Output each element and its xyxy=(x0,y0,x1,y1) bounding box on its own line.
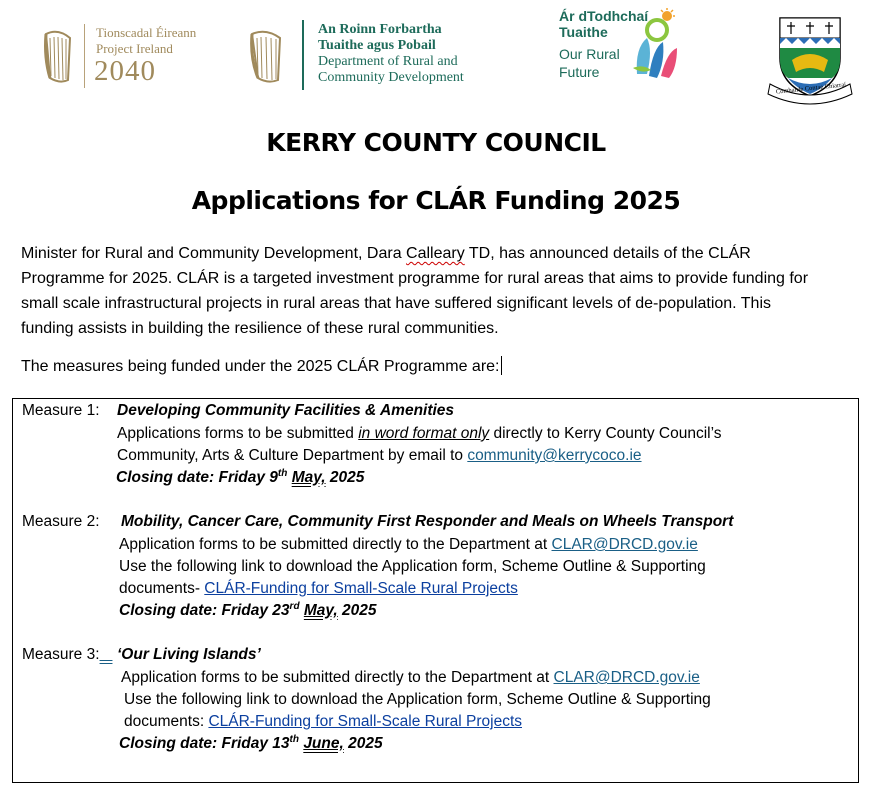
kerry-crest-logo xyxy=(766,14,854,111)
intro-line: small scale infrastructural projects in rural areas that have suffered significant levels of de-population. This xyxy=(21,295,772,312)
intro-paragraph xyxy=(21,241,861,341)
closing-date: Closing date: Friday 9th May, 2025 xyxy=(116,467,365,486)
measure-text: Application forms to be submitted directly to the Department at CLAR@DRCD.gov.ie xyxy=(121,669,700,686)
measure-label: Measure 1: xyxy=(22,402,100,419)
text-cursor xyxy=(501,356,502,375)
measure-title: Developing Community Facilities & Amenities xyxy=(117,402,455,419)
logo-text: Project Ireland xyxy=(96,41,173,56)
measures-intro: The measures being funded under the 2025 CLÁR Programme are: xyxy=(21,358,500,375)
intro-line: Programme for 2025. CLÁR is a targeted investment programme for rural areas that aims to provide funding for xyxy=(21,270,809,287)
harp-icon xyxy=(40,28,76,86)
rural-future-graphic-icon xyxy=(631,8,683,82)
closing-date: Closing date: Friday 23rd May, 2025 xyxy=(119,600,377,619)
logo-text: Department of Rural and xyxy=(318,54,458,69)
crest-motto: Comhairle Contae Chiarraí xyxy=(775,81,847,96)
project-ireland-logo xyxy=(40,22,215,92)
measure-label: Measure 3: xyxy=(22,646,100,663)
funding-link[interactable]: CLÁR-Funding for Small-Scale Rural Projects xyxy=(204,580,518,597)
logo-text: Tuaithe agus Pobail xyxy=(318,38,436,53)
measure-text: Community, Arts & Culture Department by email to community@kerrycoco.ie xyxy=(117,447,642,464)
logo-year: 2040 xyxy=(94,55,156,87)
measures-box xyxy=(12,398,859,783)
measure-text: documents- CLÁR-Funding for Small-Scale Rural Projects xyxy=(119,580,518,597)
page-subtitle: Applications for CLÁR Funding 2025 xyxy=(191,186,681,215)
measure-label: Measure 2: xyxy=(22,513,100,530)
email-link[interactable]: community@kerrycoco.ie xyxy=(467,447,642,464)
email-link[interactable]: CLAR@DRCD.gov.ie xyxy=(551,536,698,553)
misspelling-mark: Calleary xyxy=(406,245,465,262)
logo-text: Our Rural xyxy=(559,46,620,62)
logo-text: Ár dTodhchaí xyxy=(559,8,649,24)
logo-text: Tionscadal Éireann xyxy=(96,25,197,40)
divider xyxy=(84,24,85,88)
our-rural-future-logo xyxy=(557,8,687,88)
measure-title: ‘Our Living Islands’ xyxy=(117,646,261,663)
divider xyxy=(302,20,304,90)
logo-text: Future xyxy=(559,64,600,80)
funding-link[interactable]: CLÁR-Funding for Small-Scale Rural Projects xyxy=(208,713,522,730)
page-title: KERRY COUNTY COUNCIL xyxy=(266,128,606,157)
measure-text: Applications forms to be submitted in word format only directly to Kerry County Council’s xyxy=(117,425,722,442)
closing-date: Closing date: Friday 13th June, 2025 xyxy=(119,733,383,752)
department-logo xyxy=(246,18,506,93)
logo-text: An Roinn Forbartha xyxy=(318,22,442,37)
intro-line: Minister for Rural and Community Development, Dara Calleary TD, has announced details of the CLÁR xyxy=(21,245,751,262)
logo-text: Community Development xyxy=(318,70,464,85)
intro-line: funding assists in building the resilience of these rural communities. xyxy=(21,320,499,337)
measure-text: Application forms to be submitted directly to the Department at CLAR@DRCD.gov.ie xyxy=(119,536,698,553)
email-link[interactable]: CLAR@DRCD.gov.ie xyxy=(553,669,700,686)
measure-text: Use the following link to download the Application form, Scheme Outline & Supporting xyxy=(124,691,711,708)
measure-text: documents: CLÁR-Funding for Small-Scale Rural Projects xyxy=(124,713,522,730)
measure-text: Use the following link to download the Application form, Scheme Outline & Supporting xyxy=(119,558,706,575)
measure-title: Mobility, Cancer Care, Community First Responder and Meals on Wheels Transport xyxy=(121,513,734,530)
harp-icon xyxy=(246,28,286,86)
logo-text: Tuaithe xyxy=(559,24,608,40)
